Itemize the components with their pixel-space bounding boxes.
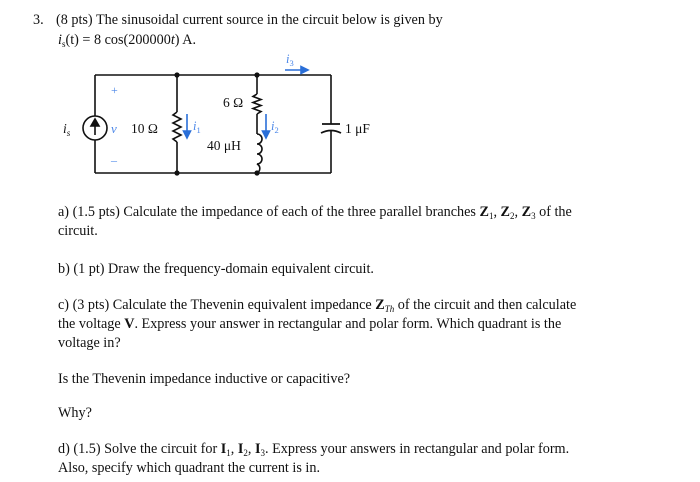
part-b: b) (1 pt) Draw the frequency-domain equivalent circuit. bbox=[58, 261, 374, 277]
r6-label: 6 Ω bbox=[223, 95, 244, 110]
zth-symbol: Z bbox=[375, 297, 385, 313]
part-d-line2: Also, specify which quadrant the current is in. bbox=[58, 460, 321, 476]
part-c-line2b: . Express your answer in rectangular and polar form. Which quadrant is the bbox=[134, 316, 562, 332]
part-c-line2a: the voltage bbox=[58, 316, 125, 332]
z3-sub: 3 bbox=[531, 211, 536, 221]
i2-arrow-icon bbox=[263, 131, 270, 138]
v-symbol: V bbox=[124, 316, 135, 332]
eq-t: (t) bbox=[65, 32, 79, 48]
part-c bbox=[58, 296, 648, 353]
part-d-suffix: . Express your answers in rectangular and polar form. bbox=[265, 441, 570, 457]
problem-text: The sinusoidal current source in the circuit below is given by bbox=[95, 12, 443, 28]
l40-label: 40 μH bbox=[207, 138, 241, 153]
v-label: v bbox=[111, 121, 117, 136]
resistor-10ohm-symbol bbox=[173, 112, 181, 142]
resistor-6ohm-symbol bbox=[253, 94, 261, 114]
i2-sub: 2 bbox=[243, 448, 248, 458]
source-arrow-icon bbox=[91, 119, 99, 126]
i3-symbol: I bbox=[254, 441, 261, 457]
eq-i: i bbox=[58, 32, 62, 48]
inductor-symbol bbox=[257, 134, 262, 173]
eq-unit: ) A. bbox=[174, 32, 197, 48]
part-c-mid: of the circuit and then calculate bbox=[394, 297, 577, 313]
i2-label: $i_2$ bbox=[271, 119, 279, 135]
part-a: a) (1.5 pts) Calculate the impedance of each of the three parallel branches $Z_1$, $Z_2$, $Z_3$ of the circuit. bbox=[58, 204, 572, 239]
question-inductive: Is the Thevenin impedance inductive or capacitive? bbox=[58, 371, 351, 387]
i1-label: $i_1$ bbox=[193, 119, 201, 135]
i2-symbol: I bbox=[237, 441, 244, 457]
z1-symbol: Z bbox=[479, 204, 489, 220]
problem-number: 3. bbox=[33, 12, 44, 28]
part-c-text: c) (3 pts) Calculate the Thevenin equivalent impedance bbox=[58, 297, 376, 313]
zth-sub: Th bbox=[384, 304, 395, 314]
z2-symbol: Z bbox=[500, 204, 511, 220]
z1-sub: 1 bbox=[488, 211, 494, 221]
r10-label: 10 Ω bbox=[131, 121, 158, 136]
eq-body: = 8 cos(200000 bbox=[78, 32, 171, 48]
problem-points: (8 pts) bbox=[56, 12, 93, 28]
z3-symbol: Z bbox=[521, 204, 532, 220]
plus-sign: + bbox=[111, 83, 118, 97]
i1-sub: 1 bbox=[226, 448, 231, 458]
c1-label: 1 μF bbox=[345, 121, 370, 136]
i3-arrow-icon bbox=[301, 67, 308, 74]
z2-sub: 2 bbox=[510, 211, 515, 221]
part-d-text: d) (1.5) Solve the circuit for bbox=[58, 441, 221, 457]
circuit-diagram bbox=[0, 0, 700, 200]
source-label: $i_s$ bbox=[63, 121, 71, 138]
part-d: d) (1.5) Solve the circuit for $I_1$, $I_2$, $I_3$. Express your answers in rectangular and polar form. Also, specify which quadrant the current is in. bbox=[58, 441, 570, 476]
i1-symbol: I bbox=[220, 441, 227, 457]
eq-sub: s bbox=[61, 39, 66, 49]
i1-arrow-icon bbox=[184, 131, 191, 138]
i3-sub: 3 bbox=[260, 448, 265, 458]
i3-label: $i_3$ bbox=[286, 52, 294, 68]
minus-sign: – bbox=[111, 153, 117, 167]
eq-t2: t bbox=[170, 32, 175, 48]
part-a-suffix: of the bbox=[535, 204, 572, 220]
part-a-text: a) (1.5 pts) Calculate the impedance of each of the three parallel branches bbox=[58, 204, 480, 220]
part-a-line2: circuit. bbox=[58, 223, 98, 239]
question-why: Why? bbox=[58, 405, 92, 421]
part-c-line3: voltage in? bbox=[58, 335, 121, 351]
